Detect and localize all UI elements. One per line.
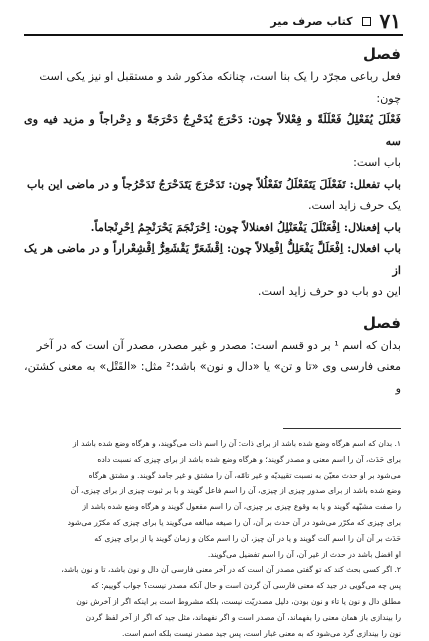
- book-title: کتاب صرف میر: [270, 14, 353, 28]
- conjugation-line: باب إفعنلال: اِفْعَنْلَلَ يَفْعَنْلِلُ افعنلالاً چون: اِحْرَنْجَمَ يَحْرَنْجِمُ اِحْرِنْجاماً.: [90, 219, 401, 234]
- footnote-line: را بیندازی باز همان معنی را بفهماند، آن مصدر است و اگر نفهماند، مثل جید که اگر از آخر لفظ گردن: [85, 612, 401, 622]
- conjugation-line: باب افعلال: اِفْعَلَلَّ يَفْعَلِلُّ اِفْعِلالاً چون: اِقْشَعَرَّ يَقْشَعِرُّ اِقْشِعْراراً و در ماضی هر یک از: [24, 241, 401, 277]
- header-rule: [24, 34, 403, 36]
- text-line: معنی فارسی وی «تا و تن» یا «دال و نون» باشد؛² مثل: «القَتْل» به معنی کشتن، و: [24, 360, 401, 395]
- footnote-line: وضع شده باشد از برای صدور چیزی از چیزی، آن را اسم فاعل گویند و با بر ثبوت چیزی از برای چیزی، آن: [70, 486, 401, 496]
- footnote-line: نون را بیندازی گرد می‌شود که به معنی غبار است، پس جید مصدر نیست بلکه اسم است.: [122, 628, 401, 638]
- square-ornament-icon: [362, 17, 371, 26]
- text-line: بدان که اسم ¹ بر دو قسم است: مصدر و غیر مصدر، مصدر آن است که در آخر: [36, 338, 401, 352]
- footnote-line: می‌شود بر او حدث معیّن به نسبت تقییدیّه و غیر تامّه، آن را مشتق و غیر جامد گویند. و مشتق هرگاه: [88, 470, 401, 480]
- page-header: [24, 6, 401, 36]
- text-line: باب است:: [353, 156, 401, 169]
- footnote-line: را صفت مشبّهه گویند و یا به وقوع چیزی بر چیزی، آن را اسم مفعول گویند و هرگاه وضع شده باشد از: [82, 502, 401, 512]
- footnote-line: ۲. اگر کسی بحث کند که تو گفتی مصدر آن است که در آخر معنی فارسی آن دال و نون باشد، تا و نون باشد،: [61, 565, 401, 575]
- footnote-line: ۱. بدان که اسم هرگاه وضع شده باشد از برای ذات: آن را اسم ذات می‌گویند، و هرگاه وضع شده باشد از: [72, 439, 401, 448]
- text-line: چون:: [376, 91, 401, 105]
- text-line: یک حرف زاید است.: [307, 199, 401, 212]
- text-line: فعل رباعی مجرّد را یک بنا است، چنانکه مذکور شد و مستقبل او نیز یکی است: [39, 70, 401, 83]
- footnote-line: او افضل باشد در حدث از غیر آن، آن را اسم تفضیل می‌گویند.: [207, 549, 401, 559]
- footnote-line: مطلق دال و نون یا تاء و نون بودن، دلیل مصدریّت نیست، بلکه مشروط است بر اینکه اگر از آخرش نون: [76, 596, 401, 606]
- footnote-rule: [283, 428, 401, 429]
- page-number: ۷۱: [379, 9, 401, 33]
- footnote-line: حَدَث بر آن آن را اسم آلت گویند و یا در آن چیز، آن را اسم مکان و زمان گویند یا از برای چیزی که: [94, 533, 401, 543]
- conjugation-line: باب تفعلل: تَفَعْلَلَ يَتَفَعْلَلُ تَفَعْلُلاً چون: تَدَحْرَجَ يَتَدَحْرَجُ تَدَحْرُجاً و در ماضی این باب: [27, 176, 401, 191]
- footnote-line: برای چیزی که مکرّر می‌شود در آن حدث بر آن، آن را صیغه مبالغه می‌گویند یا برای چیزی که مکرّر می‌شود: [67, 517, 401, 527]
- section-heading: فصل: [363, 45, 401, 63]
- main-text: [24, 40, 401, 399]
- footnotes: [26, 436, 401, 641]
- conjugation-line: فَعْلَلَ يُفَعْلِلُ فَعْلَلَةً و فِعْلالاً چون: دَحْرَجَ يُدَحْرِجُ دَحْرَجَةً و دِحْراجاً و مزید فیه وی سه: [24, 112, 401, 148]
- text-line: این دو باب دو حرف زاید است.: [257, 285, 401, 298]
- section-heading: فصل: [363, 313, 401, 332]
- footnote-line: برای حَدَث، آن را اسم معنی و مصدر گویند؛ و هرگاه وضع شده باشد از برای چیزی که نسبت داده: [97, 454, 401, 464]
- footnote-line: پس چه می‌گویی در جید که معنی فارسی آن گردن است و حال آنکه مصدر نیست؟ جواب گوییم: که: [91, 581, 401, 591]
